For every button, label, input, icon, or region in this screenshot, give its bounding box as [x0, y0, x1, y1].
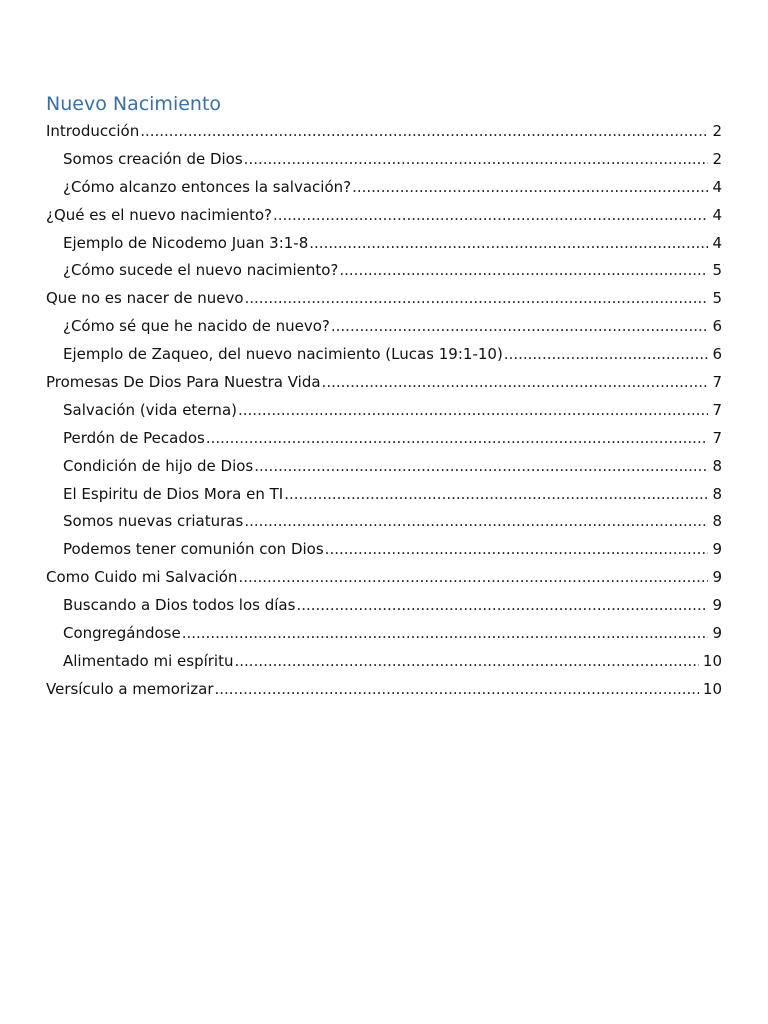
toc-entry[interactable]: [46, 564, 722, 592]
toc-entry[interactable]: [46, 508, 722, 536]
toc-entry-text: Somos creación de Dios: [63, 149, 243, 168]
toc-leader-dots: [352, 174, 708, 202]
toc-entry-page: 4: [712, 233, 722, 252]
toc-leader-dots: [273, 202, 708, 230]
toc-entry[interactable]: [46, 536, 722, 564]
toc-entry-page: 7: [712, 428, 722, 447]
toc-entry-page: 2: [712, 149, 722, 168]
toc-entry-page: 4: [712, 205, 722, 224]
toc-entry-page: 10: [702, 651, 722, 670]
toc-entry-page: 6: [712, 317, 722, 336]
toc-entry[interactable]: [46, 257, 722, 285]
toc-entry-page: 7: [712, 400, 722, 419]
toc-entry[interactable]: [46, 453, 722, 481]
toc-entry-text: Como Cuido mi Salvación: [46, 568, 238, 587]
toc-entry-page: 2: [712, 122, 722, 140]
toc-entry[interactable]: [46, 620, 722, 648]
toc-entry[interactable]: [46, 174, 722, 202]
toc-entry-text: El Espiritu de Dios Mora en TI: [63, 484, 284, 503]
toc-entry-text: Somos nuevas criaturas: [63, 512, 244, 531]
toc-entry-page: 8: [712, 512, 722, 531]
toc-entry-text: Promesas De Dios Para Nuestra Vida: [46, 373, 321, 392]
toc-leader-dots: [245, 285, 709, 313]
toc-entry-text: ¿Qué es el nuevo nacimiento?: [46, 205, 272, 224]
toc-entry-text: Buscando a Dios todos los días: [63, 596, 296, 615]
toc-entry[interactable]: [46, 202, 722, 230]
toc-entry-page: 9: [712, 540, 722, 559]
toc-entry[interactable]: [46, 230, 722, 258]
toc-leader-dots: [215, 676, 699, 704]
toc-entry-page: 5: [712, 261, 722, 280]
toc-leader-dots: [284, 481, 708, 509]
toc-entry[interactable]: [46, 313, 722, 341]
toc-leader-dots: [309, 230, 708, 258]
toc-entry-text: Que no es nacer de nuevo: [46, 289, 244, 308]
toc-entry-text: Alimentado mi espíritu: [63, 651, 234, 670]
toc-leader-dots: [238, 397, 708, 425]
toc-leader-dots: [504, 341, 709, 369]
toc-entry-page: 4: [712, 177, 722, 196]
toc-entry-text: Salvación (vida eterna): [63, 400, 237, 419]
toc-entry-text: Condición de hijo de Dios: [63, 456, 254, 475]
toc-entry-page: 9: [712, 596, 722, 615]
toc-entry[interactable]: [46, 481, 722, 509]
toc-entry-page: 6: [712, 345, 722, 364]
toc-entry-page: 7: [712, 373, 722, 392]
toc-entry-page: 9: [712, 624, 722, 643]
toc-leader-dots: [331, 313, 709, 341]
toc-entry[interactable]: [46, 118, 722, 146]
toc-entry[interactable]: [46, 648, 722, 676]
toc-leader-dots: [235, 648, 699, 676]
toc-entry-text: Perdón de Pecados: [63, 428, 205, 447]
toc-entry[interactable]: [46, 397, 722, 425]
toc-leader-dots: [322, 369, 709, 397]
toc-entry-page: 8: [712, 456, 722, 475]
toc-entry-page: 10: [702, 679, 722, 698]
toc-entry-text: Ejemplo de Nicodemo Juan 3:1-8: [63, 233, 309, 252]
toc-entry-text: ¿Cómo alcanzo entonces la salvación?: [63, 177, 352, 196]
toc-leader-dots: [182, 620, 709, 648]
table-of-contents: [46, 118, 722, 704]
toc-entry-text: Congregándose: [63, 624, 181, 643]
toc-leader-dots: [254, 453, 708, 481]
toc-leader-dots: [206, 425, 709, 453]
toc-entry-page: 5: [712, 289, 722, 308]
toc-entry-text: ¿Cómo sucede el nuevo nacimiento?: [63, 261, 339, 280]
toc-leader-dots: [244, 146, 709, 174]
toc-leader-dots: [325, 536, 709, 564]
toc-leader-dots: [244, 508, 708, 536]
toc-entry-page: 8: [712, 484, 722, 503]
toc-leader-dots: [140, 118, 708, 146]
toc-entry-text: Podemos tener comunión con Dios: [63, 540, 324, 559]
toc-leader-dots: [296, 592, 708, 620]
toc-title: Nuevo Nacimiento: [46, 93, 222, 115]
toc-entry-text: Versículo a memorizar: [46, 679, 214, 698]
toc-entry[interactable]: [46, 341, 722, 369]
toc-entry[interactable]: [46, 369, 722, 397]
toc-leader-dots: [339, 257, 708, 285]
toc-leader-dots: [238, 564, 708, 592]
toc-entry[interactable]: [46, 676, 722, 704]
toc-entry[interactable]: [46, 425, 722, 453]
toc-entry-page: 9: [712, 568, 722, 587]
toc-entry-text: ¿Cómo sé que he nacido de nuevo?: [63, 317, 330, 336]
toc-entry[interactable]: [46, 146, 722, 174]
toc-entry-text: Ejemplo de Zaqueo, del nuevo nacimiento (Lucas 19:1-10): [63, 345, 503, 364]
toc-entry[interactable]: [46, 592, 722, 620]
toc-entry[interactable]: [46, 285, 722, 313]
toc-entry-text: Introducción: [46, 122, 140, 140]
